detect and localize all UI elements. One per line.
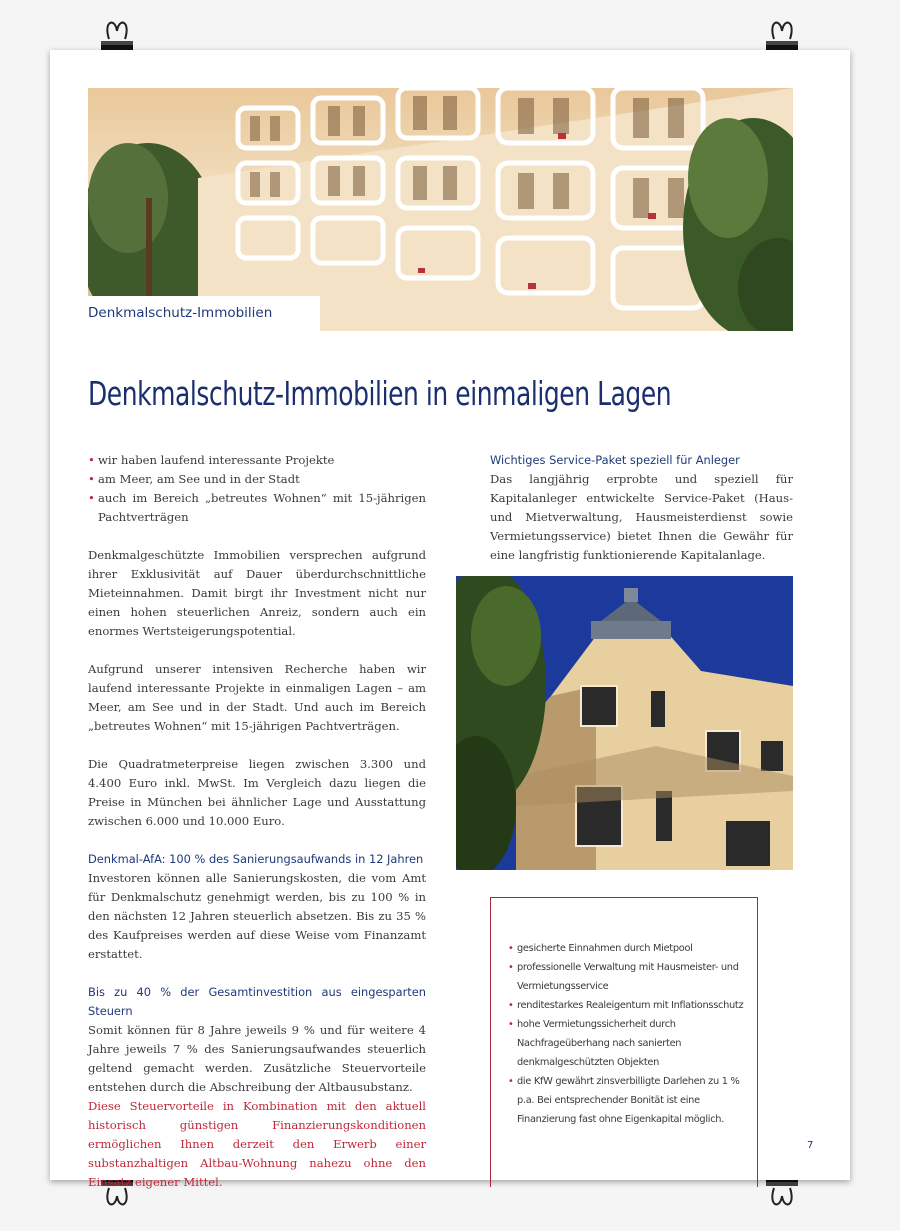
section-heading-investment: Bis zu 40 % der Gesamtinvestition aus eingesparten Steuern [88, 985, 426, 1018]
list-item: • hohe Vermietungssicherheit durch Nachfrageüberhang nach sanierten denkmalgeschützten Objekten [508, 1015, 744, 1072]
project-bullet-list [88, 451, 426, 527]
brochure-page [50, 50, 850, 1189]
list-item: • wir haben laufend interessante Projekte [88, 451, 426, 470]
list-item: • auch im Bereich „betreutes Wohnen“ mit 15-jährigen Pachtverträgen [88, 489, 426, 527]
benefits-list [508, 939, 744, 1129]
list-item: • die KfW gewährt zinsverbilligte Darlehen zu 1 % p.a. Bei entsprechender Bonität ist eine Finanzierung fast ohne Eigenkapital möglich. [508, 1072, 744, 1129]
left-text-column [88, 451, 426, 1192]
page-title: Denkmalschutz-Immobilien in einmaligen Lagen [88, 374, 672, 414]
service-heading: Wichtiges Service-Paket speziell für Anleger [490, 453, 740, 467]
hero-caption: Denkmalschutz-Immobilien [88, 296, 320, 331]
list-item: • professionelle Verwaltung mit Hausmeister- und Vermietungsservice [508, 958, 744, 996]
paragraph: Aufgrund unserer intensiven Recherche haben wir laufend interessante Projekte in einmaligen Lagen – am Meer, am See und in der Stadt. Und auch im Bereich „betreutes Wohnen“ mit 15-jährigen Pachtverträgen. [88, 662, 426, 733]
list-item: • renditestarkes Realeigentum mit Inflationsschutz [508, 996, 744, 1015]
paragraph: Denkmalgeschützte Immobilien versprechen aufgrund ihrer Exklusivität auf Dauer überdurchschnittliche Mieteinnahmen. Damit birgt ihr Investment nicht nur einen hohen steuerlichen Anreiz, sondern auch ein enormes Wertsteigerungspotential. [88, 548, 426, 638]
hero-building-image [88, 88, 793, 331]
paragraph: Investoren können alle Sanierungskosten, die vom Amt für Denkmalschutz genehmigt werden, bis zu 100 % in den nächsten 12 Jahren steuerlich absetzen. Bis zu 35 % des Kaufpreises werden auf diese Weise vom Finanzamt erstattet. [88, 871, 426, 961]
benefits-box [490, 897, 758, 1187]
section-heading-afa: Denkmal-AfA: 100 % des Sanierungsaufwands in 12 Jahren [88, 852, 424, 866]
historic-building-photo [456, 576, 793, 870]
paragraph: Die Quadratmeterpreise liegen zwischen 3.300 und 4.400 Euro inkl. MwSt. Im Vergleich dazu liegen die Preise in München bei ähnlicher Lage und Ausstattung zwischen 6.000 und 10.000 Euro. [88, 757, 426, 828]
highlight-paragraph: Diese Steuervorteile in Kombination mit den aktuell historisch günstigen Finanzierungskonditionen ermöglichen Ihnen derzeit den Erwerb einer substanzhaltigen Altbau-Wohnung nahezu ohne den Einsatz eigener Mittel. [88, 1099, 426, 1189]
paragraph: Das langjährig erprobte und speziell für Kapitalanleger entwickelte Service-Paket (Haus- und Mietverwaltung, Hausmeisterdienst sowie Vermietungsservice) bietet Ihnen die Gewähr für eine langfristig funktionierende Kapitalanlage. [490, 472, 793, 562]
page-number: 7 [807, 1140, 814, 1151]
paragraph: Somit können für 8 Jahre jeweils 9 % und für weitere 4 Jahre jeweils 7 % des Sanierungsaufwandes steuerlich geltend gemacht werden. Zusätzliche Steuervorteile entstehen durch die Abschreibung der Altbausubstanz. [88, 1023, 426, 1094]
list-item: • gesicherte Einnahmen durch Mietpool [508, 939, 744, 958]
right-text-column [490, 451, 793, 565]
list-item: • am Meer, am See und in der Stadt [88, 470, 426, 489]
